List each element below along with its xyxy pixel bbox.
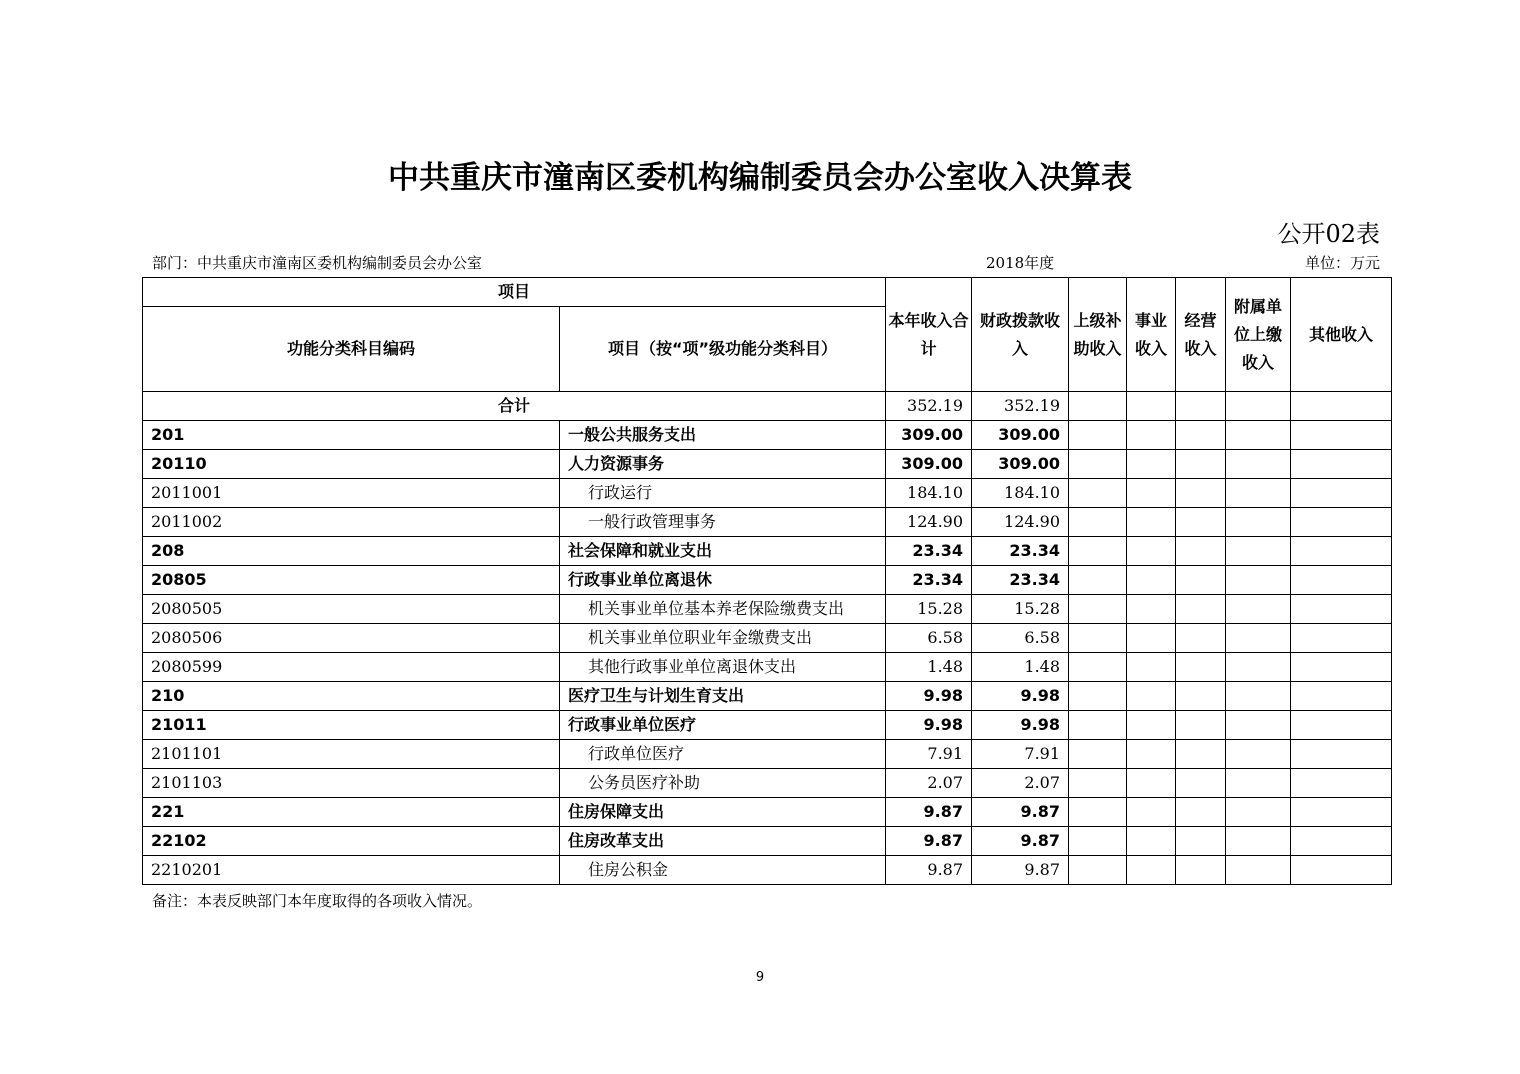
row-name: 其他行政事业单位离退休支出 [560,653,886,682]
empty-cell [1127,566,1176,595]
empty-cell [1291,653,1392,682]
table-row [143,595,1392,624]
empty-cell [1069,653,1127,682]
table-row [143,508,1392,537]
header-code: 功能分类科目编码 [143,307,560,392]
empty-cell [1127,711,1176,740]
row-fiscal: 23.34 [972,537,1069,566]
row-code: 2080506 [143,624,560,653]
row-name: 一般行政管理事务 [560,508,886,537]
row-total-income: 1.48 [886,653,972,682]
header-superior: 上级补助收入 [1069,278,1127,392]
empty-cell [1291,508,1392,537]
table-row [143,711,1392,740]
empty-cell [1069,856,1127,885]
empty-cell [1176,392,1226,421]
empty-cell [1069,537,1127,566]
row-name: 机关事业单位职业年金缴费支出 [560,624,886,653]
empty-cell [1176,740,1226,769]
empty-cell [1291,392,1392,421]
empty-cell [1176,769,1226,798]
row-total-income: 124.90 [886,508,972,537]
header-other: 其他收入 [1291,278,1392,392]
table-row [143,421,1392,450]
empty-cell [1069,798,1127,827]
row-fiscal: 9.87 [972,827,1069,856]
empty-cell [1226,798,1291,827]
empty-cell [1291,537,1392,566]
empty-cell [1226,595,1291,624]
row-name: 一般公共服务支出 [560,421,886,450]
empty-cell [1176,450,1226,479]
row-name: 行政运行 [560,479,886,508]
row-fiscal: 309.00 [972,421,1069,450]
empty-cell [1069,479,1127,508]
empty-cell [1127,479,1176,508]
empty-cell [1226,769,1291,798]
empty-cell [1176,798,1226,827]
empty-cell [1291,421,1392,450]
row-total-income: 9.87 [886,827,972,856]
empty-cell [1226,508,1291,537]
empty-cell [1069,682,1127,711]
row-name: 医疗卫生与计划生育支出 [560,682,886,711]
row-total-income: 309.00 [886,450,972,479]
empty-cell [1069,595,1127,624]
row-total-income: 309.00 [886,421,972,450]
row-code: 2011001 [143,479,560,508]
empty-cell [1226,624,1291,653]
row-name: 行政单位医疗 [560,740,886,769]
table-row [143,479,1392,508]
header-name: 项目（按“项”级功能分类科目） [560,307,886,392]
row-fiscal: 6.58 [972,624,1069,653]
row-fiscal: 309.00 [972,450,1069,479]
row-code: 20110 [143,450,560,479]
empty-cell [1226,827,1291,856]
empty-cell [1291,566,1392,595]
total-income-value: 352.19 [886,392,972,421]
row-total-income: 9.98 [886,682,972,711]
empty-cell [1069,740,1127,769]
table-row [143,537,1392,566]
empty-cell [1069,566,1127,595]
empty-cell [1226,740,1291,769]
empty-cell [1176,856,1226,885]
row-fiscal: 9.87 [972,798,1069,827]
table-row [143,856,1392,885]
empty-cell [1127,769,1176,798]
total-fiscal-value: 352.19 [972,392,1069,421]
empty-cell [1069,421,1127,450]
empty-cell [1291,450,1392,479]
empty-cell [1069,769,1127,798]
row-fiscal: 124.90 [972,508,1069,537]
form-number: 公开02表 [1277,220,1380,248]
empty-cell [1127,682,1176,711]
row-total-income: 184.10 [886,479,972,508]
row-code: 21011 [143,711,560,740]
empty-cell [1127,508,1176,537]
row-total-income: 23.34 [886,537,972,566]
empty-cell [1127,421,1176,450]
empty-cell [1176,682,1226,711]
row-total-income: 9.87 [886,798,972,827]
empty-cell [1176,508,1226,537]
empty-cell [1291,595,1392,624]
row-name: 住房改革支出 [560,827,886,856]
header-project: 项目 [143,278,886,307]
row-name: 住房公积金 [560,856,886,885]
header-affiliated: 附属单位上缴收入 [1226,278,1291,392]
row-code: 210 [143,682,560,711]
unit-label: 单位：万元 [1304,254,1380,272]
empty-cell [1176,479,1226,508]
empty-cell [1176,566,1226,595]
table-row [143,769,1392,798]
empty-cell [1226,421,1291,450]
row-name: 行政事业单位离退休 [560,566,886,595]
table-row [143,566,1392,595]
empty-cell [1176,421,1226,450]
row-total-income: 23.34 [886,566,972,595]
empty-cell [1226,711,1291,740]
row-code: 221 [143,798,560,827]
row-fiscal: 23.34 [972,566,1069,595]
header-operating: 经营收入 [1176,278,1226,392]
row-name: 行政事业单位医疗 [560,711,886,740]
empty-cell [1127,624,1176,653]
table-row [143,653,1392,682]
header-business: 事业收入 [1127,278,1176,392]
row-total-income: 9.87 [886,856,972,885]
empty-cell [1127,450,1176,479]
row-name: 住房保障支出 [560,798,886,827]
empty-cell [1069,624,1127,653]
empty-cell [1291,624,1392,653]
empty-cell [1226,392,1291,421]
row-code: 2011002 [143,508,560,537]
row-code: 2101101 [143,740,560,769]
empty-cell [1069,392,1127,421]
total-row [143,392,1392,421]
row-total-income: 9.98 [886,711,972,740]
page-number: 9 [755,970,765,985]
empty-cell [1226,450,1291,479]
header-total-income: 本年收入合计 [886,278,972,392]
empty-cell [1127,740,1176,769]
row-fiscal: 184.10 [972,479,1069,508]
row-total-income: 7.91 [886,740,972,769]
row-code: 2101103 [143,769,560,798]
table-row [143,624,1392,653]
empty-cell [1127,392,1176,421]
empty-cell [1226,653,1291,682]
row-name: 人力资源事务 [560,450,886,479]
empty-cell [1176,624,1226,653]
row-fiscal: 15.28 [972,595,1069,624]
table-row [143,798,1392,827]
empty-cell [1291,827,1392,856]
empty-cell [1127,827,1176,856]
row-code: 2210201 [143,856,560,885]
department-label: 部门：中共重庆市潼南区委机构编制委员会办公室 [152,254,483,272]
table-row [143,740,1392,769]
row-code: 22102 [143,827,560,856]
row-code: 2080599 [143,653,560,682]
empty-cell [1226,566,1291,595]
table-row [143,450,1392,479]
row-fiscal: 9.87 [972,856,1069,885]
empty-cell [1069,711,1127,740]
footnote: 备注：本表反映部门本年度取得的各项收入情况。 [152,892,483,910]
empty-cell [1176,653,1226,682]
empty-cell [1069,450,1127,479]
table-row [143,827,1392,856]
page-title: 中共重庆市潼南区委机构编制委员会办公室收入决算表 [388,160,1132,196]
fiscal-year-label: 2018年度 [986,254,1055,272]
empty-cell [1176,595,1226,624]
empty-cell [1226,479,1291,508]
header-fiscal: 财政拨款收入 [972,278,1069,392]
row-fiscal: 9.98 [972,682,1069,711]
empty-cell [1291,740,1392,769]
row-fiscal: 1.48 [972,653,1069,682]
empty-cell [1127,856,1176,885]
empty-cell [1291,711,1392,740]
header-row-1 [143,278,1392,307]
empty-cell [1069,508,1127,537]
empty-cell [1226,856,1291,885]
empty-cell [1127,653,1176,682]
row-name: 公务员医疗补助 [560,769,886,798]
empty-cell [1127,798,1176,827]
total-label: 合计 [143,392,886,421]
empty-cell [1291,798,1392,827]
empty-cell [1127,537,1176,566]
empty-cell [1291,682,1392,711]
table-row [143,682,1392,711]
row-fiscal: 9.98 [972,711,1069,740]
empty-cell [1069,827,1127,856]
row-code: 2080505 [143,595,560,624]
row-total-income: 2.07 [886,769,972,798]
row-code: 208 [143,537,560,566]
empty-cell [1176,827,1226,856]
empty-cell [1291,856,1392,885]
row-code: 201 [143,421,560,450]
empty-cell [1226,682,1291,711]
empty-cell [1127,595,1176,624]
row-code: 20805 [143,566,560,595]
row-total-income: 15.28 [886,595,972,624]
empty-cell [1291,769,1392,798]
row-fiscal: 7.91 [972,740,1069,769]
row-fiscal: 2.07 [972,769,1069,798]
empty-cell [1176,537,1226,566]
row-total-income: 6.58 [886,624,972,653]
row-name: 机关事业单位基本养老保险缴费支出 [560,595,886,624]
empty-cell [1176,711,1226,740]
row-name: 社会保障和就业支出 [560,537,886,566]
income-table [142,277,1392,885]
empty-cell [1291,479,1392,508]
empty-cell [1226,537,1291,566]
